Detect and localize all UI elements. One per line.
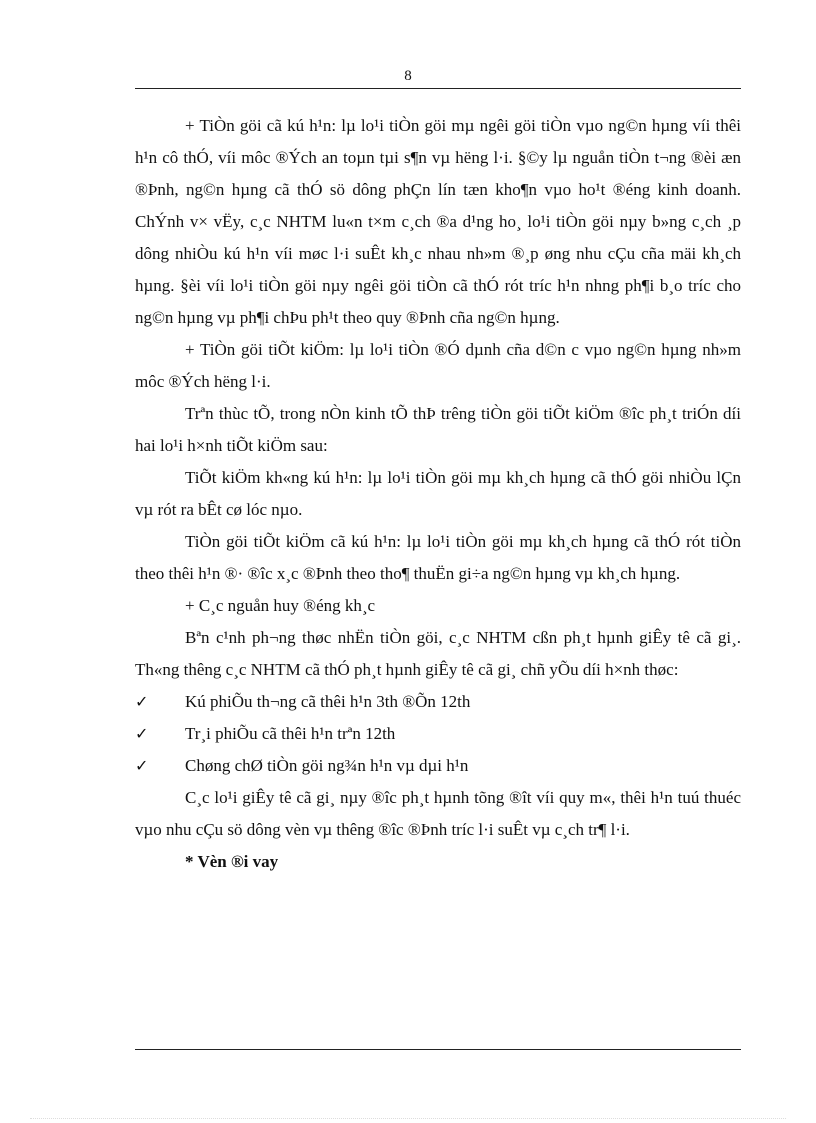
page-number: 8 [404,68,412,84]
footer-rule [135,1049,741,1050]
paragraph-savings-deposit: + TiÒn göi tiÕt kiÖm: lµ lo¹i tiÒn ®Ó dµnh cña d©n c vµo ng©n hµng nh»m môc ®Ých hëng l·i. [135,340,741,391]
check-mark-icon: ✓ [135,724,149,743]
check-mark-icon: ✓ [135,756,149,775]
paragraph-term-savings: TiÒn göi tiÕt kiÖm cã kú h¹n: lµ lo¹i tiÒn göi mµ kh¸ch hµng cã thÓ rót tiÒn theo thêi h¹n ®· ®îc x¸c ®Þnh theo tho¶ thuËn gi÷a ng©n hµng vµ kh¸ch hµng. [135,532,741,583]
paragraph-demand-savings: TiÕt kiÖm kh«ng kú h¹n: lµ lo¹i tiÒn göi mµ kh¸ch hµng cã thÓ göi nhiÒu lÇn vµ rót ra bÊt cø lóc nµo. [135,468,741,519]
list-item: ✓ Tr¸i phiÕu cã thêi h¹n trªn 12th [135,718,741,750]
check-mark-icon: ✓ [135,692,149,711]
paragraph-term-deposit: + TiÒn göi cã kú h¹n: lµ lo¹i tiÒn göi mµ ngêi göi tiÒn vµo ng©n hµng víi thêi h¹n cô thÓ, víi môc ®Ých an toµn tµi s¶n vµ hëng l·i. §©y lµ nguån tiÒn t¬ng ®èi æn ®Þnh, ng©n hµng cã thÓ sö dông phÇn lín tæn kho¶n vµo ho¹t ®éng kinh doanh. ChÝnh v× vËy, c¸c NHTM lu«n t×m c¸ch ®a d¹ng ho¸ lo¹i tiÒn göi nµy b»ng c¸ch ¸p dông nhiÒu kú h¹n víi møc l·i suÊt kh¸c nhau nh»m ®¸p øng nhu cÇu cña mäi kh¸ch hµng. §èi víi lo¹i tiÒn göi nµy ngêi göi tiÒn cã thÓ rót tríc h¹n nhng ph¶i b¸o tríc cho ng©n hµng vµ ph¶i chÞu ph¹t theo quy ®Þnh cña ng©n hµng. [135,116,741,327]
document-body [135,110,741,878]
paragraph-issuance: C¸c lo¹i giÊy tê cã gi¸ nµy ®îc ph¸t hµnh tõng ®ît víi quy m«, thêi h¹n tuú thuéc vµo nhu cÇu sö dông vèn vµ thêng ®îc ®Þnh tríc l·i suÊt vµ c¸ch tr¶ l·i. [135,788,741,839]
section-heading: * Vèn ®i vay [185,852,279,871]
paragraph-market-economy: Trªn thùc tÕ, trong nÒn kinh tÕ thÞ trêng tiÒn göi tiÕt kiÖm ®îc ph¸t triÓn díi hai lo¹i h×nh tiÕt kiÖm sau: [135,404,741,455]
paragraph-other-sources: + C¸c nguån huy ®éng kh¸c [185,596,376,615]
list-item: ✓ Chøng chØ tiÒn göi ng¾n h¹n vµ dµi h¹n [135,750,741,782]
list-item: ✓ Kú phiÕu th¬ng cã thêi h¹n 3th ®Õn 12th [135,686,741,718]
paragraph-valuable-papers: Bªn c¹nh ph¬ng thøc nhËn tiÒn göi, c¸c NHTM cßn ph¸t hµnh giÊy tê cã gi¸. Th«ng thêng c¸c NHTM cã thÓ ph¸t hµnh giÊy tê cã gi¸ chñ yÕu díi h×nh thøc: [135,628,741,679]
header-rule [135,88,741,89]
page-edge-divider [30,1118,786,1119]
